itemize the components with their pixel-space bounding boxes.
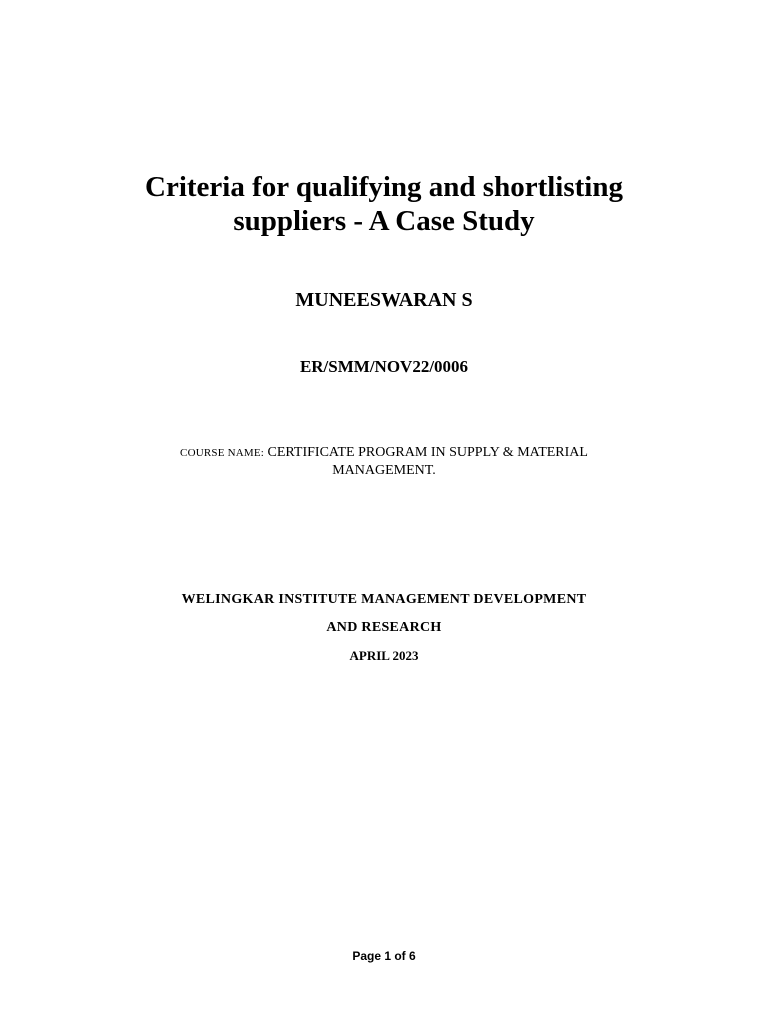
registration-number: ER/SMM/NOV22/0006 — [299, 357, 469, 376]
title-line-1: Criteria for qualifying and shortlisting — [145, 171, 623, 203]
course-name-part-1: CERTIFICATE PROGRAM IN SUPPLY & MATERIAL — [267, 445, 588, 460]
institute-line-2: AND RESEARCH — [326, 620, 442, 635]
page-number: Page 1 of 6 — [352, 949, 416, 963]
submission-date: APRIL 2023 — [349, 648, 419, 663]
course-line-1 — [0, 444, 768, 462]
course-name-part-2: MANAGEMENT. — [332, 463, 436, 478]
author-name: MUNEESWARAN S — [295, 289, 473, 311]
title-line-2: suppliers - A Case Study — [233, 205, 535, 237]
document-title — [0, 170, 768, 238]
institute-line-1: WELINGKAR INSTITUTE MANAGEMENT DEVELOPMENT — [181, 592, 587, 607]
course-label: COURSE NAME: — [180, 447, 265, 459]
course-info — [0, 444, 768, 480]
